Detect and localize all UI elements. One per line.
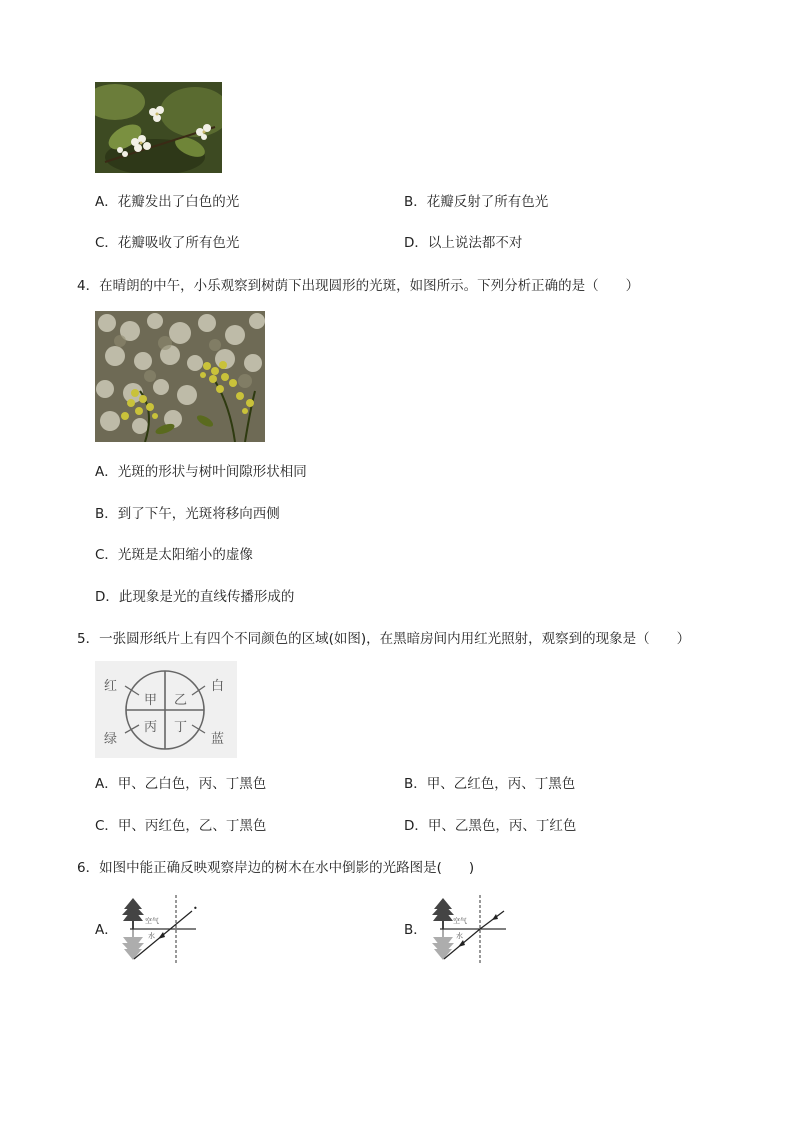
q5-option-d[interactable]: D．甲、乙黑色，丙、丁红色: [404, 818, 577, 834]
q4-option-d[interactable]: D．此现象是光的直线传播形成的: [95, 589, 295, 605]
q5-option-a[interactable]: A．甲、乙白色，丙、丁黑色: [95, 776, 267, 792]
color-disc-diagram: [95, 661, 237, 758]
label-green: 绿: [104, 732, 118, 747]
region-ding: 丁: [174, 720, 188, 735]
q5-stem: 5．一张圆形纸片上有四个不同颜色的区域(如图)，在黑暗房间内用红光照射，观察到的现象是（ ）: [77, 631, 691, 647]
q4-option-a[interactable]: A．光斑的形状与树叶间隙形状相同: [95, 464, 307, 480]
q6-option-a-label[interactable]: A．: [95, 922, 118, 938]
region-bing: 丙: [144, 720, 158, 735]
region-yi: 乙: [174, 693, 188, 708]
q6-diagram-a[interactable]: [118, 893, 198, 965]
q3-option-b[interactable]: B．花瓣反射了所有色光: [404, 194, 549, 210]
region-jia: 甲: [144, 693, 158, 708]
label-red: 红: [104, 679, 118, 694]
q4-option-b[interactable]: B．到了下午，光斑将移向西侧: [95, 506, 280, 522]
water-label: 水: [148, 932, 155, 940]
q6-option-b-label[interactable]: B．: [404, 922, 427, 938]
air-label-b: 空气: [453, 917, 467, 925]
q6-stem: 6．如图中能正确反映观察岸边的树木在水中倒影的光路图是( ): [77, 860, 475, 876]
water-label-b: 水: [456, 932, 463, 940]
light-spots-photo: [95, 311, 265, 442]
label-white: 白: [211, 679, 225, 694]
q3-option-c[interactable]: C．花瓣吸收了所有色光: [95, 235, 240, 251]
q3-option-d[interactable]: D．以上说法都不对: [404, 235, 523, 251]
label-blue: 蓝: [211, 732, 225, 747]
q6-diagram-b[interactable]: [428, 893, 508, 965]
q5-option-b[interactable]: B．甲、乙红色，丙、丁黑色: [404, 776, 576, 792]
q4-stem: 4．在晴朗的中午，小乐观察到树荫下出现圆形的光斑，如图所示。下列分析正确的是（ ）: [77, 278, 640, 294]
q3-option-a[interactable]: A．花瓣发出了白色的光: [95, 194, 240, 210]
q5-option-c[interactable]: C．甲、丙红色，乙、丁黑色: [95, 818, 267, 834]
flower-photo: [95, 82, 222, 173]
svg-text:•: •: [193, 904, 198, 913]
air-label: 空气: [145, 917, 159, 925]
q4-option-c[interactable]: C．光斑是太阳缩小的虚像: [95, 547, 253, 563]
